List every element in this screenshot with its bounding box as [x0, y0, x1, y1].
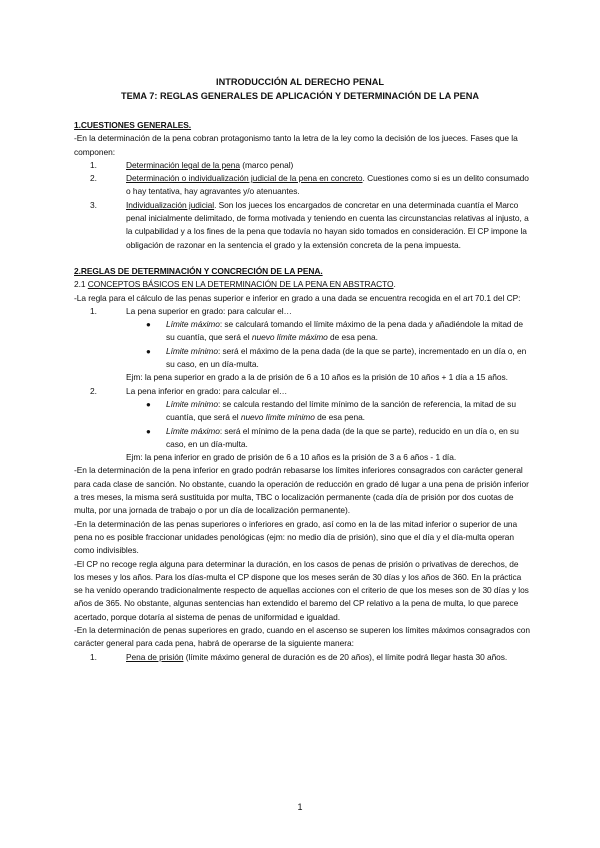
document-title: INTRODUCCIÓN AL DERECHO PENAL	[216, 77, 384, 87]
section-2-heading: 2.REGLAS DE DETERMINACIÓN Y CONCRECIÓN DE LA PENA.	[74, 265, 323, 276]
inferior-example: Ejm: la pena inferior en grado de prisión de 6 a 10 años es la prisión de 3 a 6 años - 1 día.	[126, 452, 457, 463]
bullet-icon: ●	[146, 426, 151, 436]
phases-list	[74, 159, 530, 252]
subsection-2-1-heading: 2.1 CONCEPTOS BÁSICOS EN LA DETERMINACIÓN DE LA PENA EN ABSTRACTO.	[74, 279, 396, 290]
document-subtitle: TEMA 7: REGLAS GENERALES DE APLICACIÓN Y DETERMINACIÓN DE LA PENA	[120, 91, 479, 101]
page-number: 1	[297, 802, 303, 812]
inferior-max-bullet: ● Límite máximo: será el mínimo de la pena dada (de la que se parte), reducido en un día o, en su caso, en un día-multa.	[146, 425, 519, 449]
prison-item: 1. Pena de prisión (límite máximo general de duración es de 20 años), el límite podrá llegar hasta 30 años.	[90, 651, 508, 662]
phase-item-3: 3. Individualización judicial. Son los jueces los encargados de concretar en una determinada cuantía el Marco penal inicialmente delimitado, de forma motivada y teniendo en cuenta las circunstancias relativas al injusto, a la culpabilidad y a los fines de la pena que todavía no hayan sido tomados en consideración. El CP impone la obligación de razonar en la sentencia el grado y la extensión concreta de la pena impuesta.	[90, 199, 529, 250]
superior-grade-item: 1. La pena superior en grado: para calcular el…	[90, 305, 292, 316]
phase-item-1: 1. Determinación legal de la pena (marco penal)	[90, 159, 294, 170]
document-body	[74, 119, 530, 664]
bullet-icon: ●	[146, 320, 151, 330]
bullet-icon: ●	[146, 399, 151, 409]
inferior-min-bullet: ● Límite mínimo: se calcula restando del límite mínimo de la sanción de referencia, la mitad de su cuantía, que será el nuevo límite mínimo de esa pena.	[146, 398, 516, 423]
superior-min-bullet: ● Límite mínimo: será el máximo de la pena dada (de la que se parte), incrementado en un día o, en su caso, en un día-multa.	[146, 345, 527, 370]
superior-max-bullet: ● Límite máximo: se calculará tomando el límite máximo de la pena dada y añadiéndole la mitad de su cuantía, que será el nuevo límite máximo de esa pena.	[146, 319, 524, 343]
paragraph-max-limits: -En la determinación de penas superiores en grado, cuando en el ascenso se superen los límites máximos consagrados con carácter general para cada pena, habrá de operarse de la siguiente manera:	[74, 624, 530, 649]
superior-example: Ejm: la pena superior en grado a la de prisión de 6 a 10 años es la prisión de 10 años + 1 día a 15 años.	[126, 372, 508, 383]
phase-item-2: 2. Determinación o individualización judicial de la pena en concreto. Cuestiones como si es un delito consumado o hay tentativa, hay agravantes y/o atenuantes.	[90, 173, 529, 197]
paragraph-lower-limits: -En la determinación de la pena inferior en grado podrán rebasarse los límites inferiores consagrados con carácter general para cada clase de sanción. No obstante, cuando la operación de reducción en grado dé lugar a una pena de prisión inferior a tres meses, la misma será sustituida por multa, TBC o localización permanente (cada día de prisión por dos cuotas de multa, por una jornada de trabajo o por un día de localización permanente).	[74, 465, 529, 516]
paragraph-duration: -El CP no recoge regla alguna para determinar la duración, en los casos de penas de prisión o privativas de derechos, de los meses y los años. Para los días-multa el CP dispone que los meses serán de 30 días y los años de 360. En la práctica se ha venido operando tradicionalmente respecto de aquellas acciones con el criterio de que los meses son de 30 días y los años de 365. No obstante, algunas sentencias han extendido el baremo del CP relativo a la pena de multa, lo que parece acertado, porque dotaría al sistema de penas de uniformidad e igualdad.	[74, 558, 529, 622]
subsection-2-1-intro: -La regla para el cálculo de las penas superior e inferior en grado a una dada se encuentra recogida en el art 70.1 del CP:	[74, 292, 521, 303]
paragraph-indivisible-units: -En la determinación de las penas superiores o inferiores en grado, así como en la de las mitad inferior o superior de una pena no es posible fraccionar unidades penológicas (ejm: no medio día de prisión), sino que el día y el día-multa operan como indivisibles.	[74, 518, 518, 556]
bullet-icon: ●	[146, 346, 151, 356]
inferior-grade-item: 2. La pena inferior en grado: para calcular el…	[90, 385, 288, 396]
section-1-heading: 1.CUESTIONES GENERALES.	[74, 120, 192, 130]
section-1-intro: -En la determinación de la pena cobran protagonismo tanto la letra de la ley como la decisión de los jueces. Fases que la componen:	[74, 133, 518, 157]
